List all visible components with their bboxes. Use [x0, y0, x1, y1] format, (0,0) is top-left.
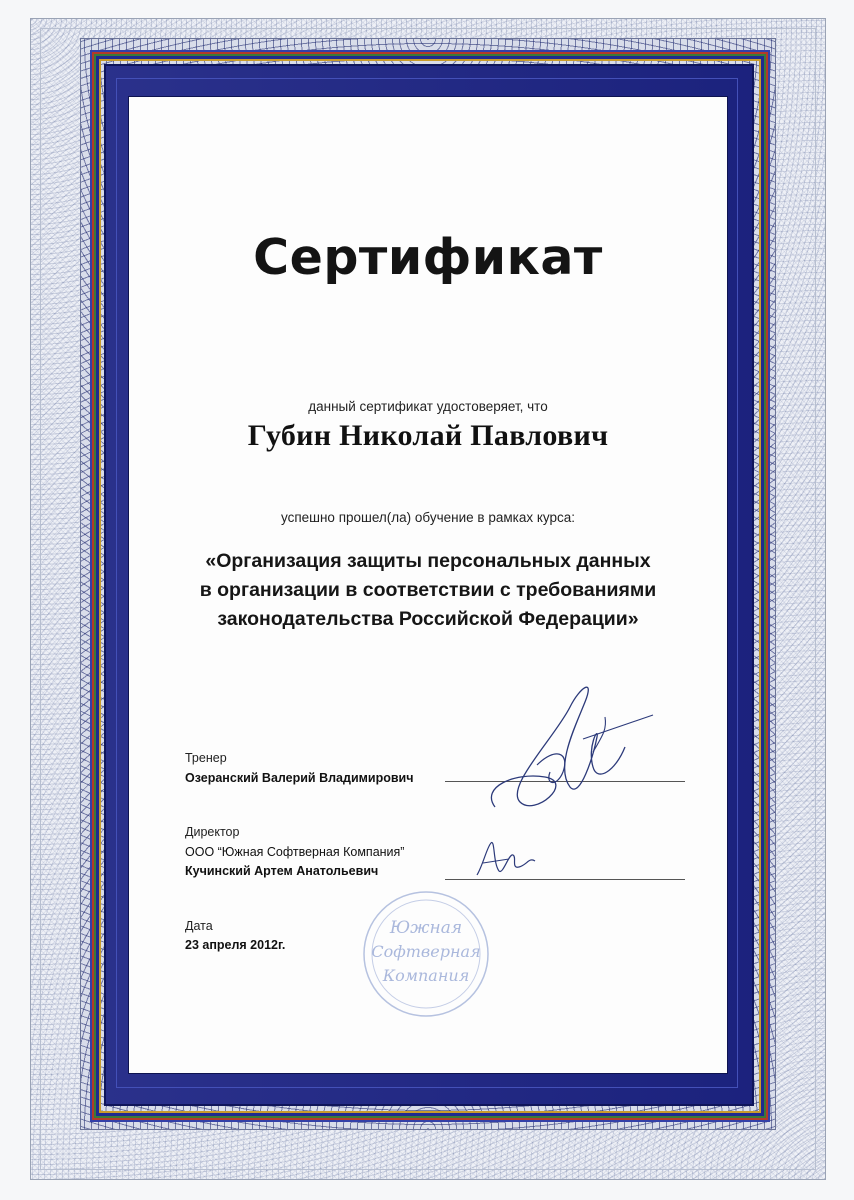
stamp-text: Компания	[382, 966, 470, 985]
recipient-name: Губин Николай Павлович	[247, 419, 609, 452]
trainer-signature	[475, 677, 655, 827]
stamp-text: Южная	[389, 918, 463, 938]
course-title-line: законодательства Российской Федерации»	[217, 608, 639, 630]
director-company: ООО “Южная Софтверная Компания”	[185, 845, 405, 859]
company-stamp	[361, 889, 491, 1019]
trainer-name: Озеранский Валерий Владимирович	[185, 771, 414, 785]
course-title-line: «Организация защиты персональных данных	[205, 550, 651, 572]
director-name: Кучинский Артем Анатольевич	[185, 864, 379, 878]
certificate-title: Сертификат	[253, 229, 603, 286]
trainer-label: Тренер	[185, 751, 227, 765]
completed-text: успешно прошел(ла) обучение в рамках курса:	[280, 510, 576, 525]
date-label: Дата	[185, 919, 213, 933]
stamp-text: Софтверная	[371, 942, 481, 961]
course-title-line: в организации в соответствии с требованиями	[199, 579, 657, 601]
course-title	[129, 547, 727, 634]
director-label: Директор	[185, 825, 240, 839]
director-signature	[469, 835, 549, 885]
date-value: 23 апреля 2012г.	[185, 938, 286, 952]
certifies-text: данный сертификат удостоверяет, что	[308, 399, 548, 414]
content-panel	[128, 96, 728, 1074]
